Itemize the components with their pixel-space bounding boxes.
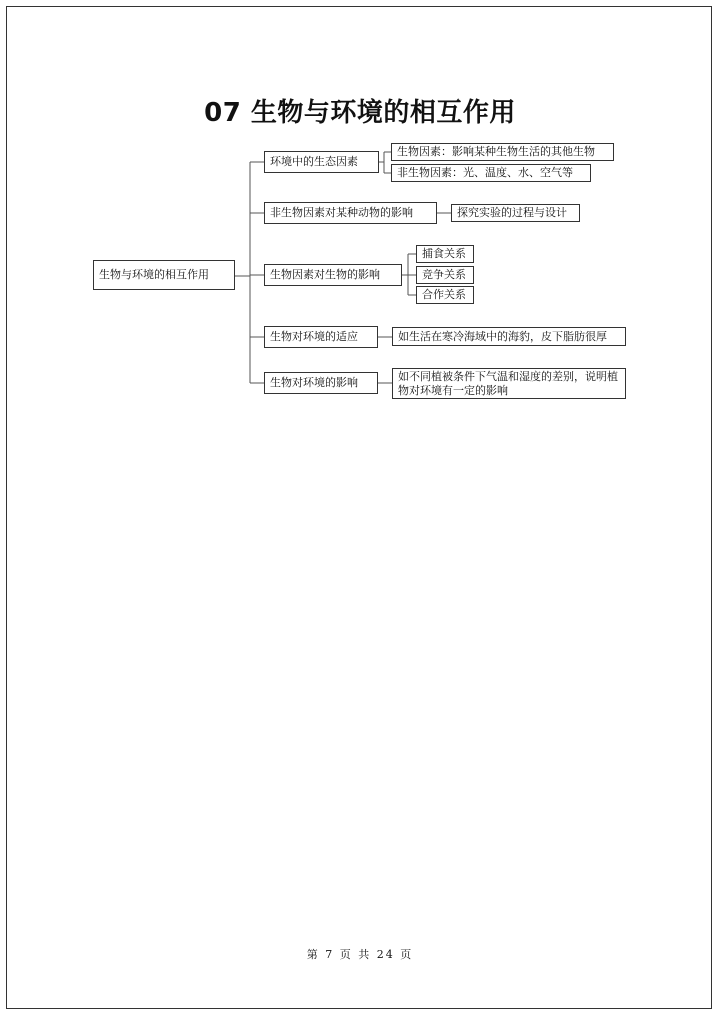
root-node: 生物与环境的相互作用 (93, 260, 235, 290)
page-footer: 第 7 页 共 24 页 (306, 948, 414, 961)
branch-node-1: 环境中的生态因素 (264, 151, 379, 173)
branch-node-5: 生物对环境的影响 (264, 372, 378, 394)
leaf-node-3-2: 竞争关系 (416, 266, 474, 284)
leaf-node-4-1: 如生活在寒冷海域中的海豹，皮下脂肪很厚 (392, 327, 626, 346)
branch-node-3: 生物因素对生物的影响 (264, 264, 402, 286)
leaf-node-3-3: 合作关系 (416, 286, 474, 304)
leaf-node-3-1: 捕食关系 (416, 245, 474, 263)
branch-node-4: 生物对环境的适应 (264, 326, 378, 348)
leaf-node-1-2: 非生物因素：光、温度、水、空气等 (391, 164, 591, 182)
branch-node-2: 非生物因素对某种动物的影响 (264, 202, 437, 224)
leaf-node-1-1: 生物因素：影响某种生物生活的其他生物 (391, 143, 614, 161)
page-title: 07 生物与环境的相互作用 (204, 98, 516, 128)
leaf-node-2-1: 探究实验的过程与设计 (451, 204, 580, 222)
leaf-node-5-1: 如不同植被条件下气温和湿度的差别，说明植物对环境有一定的影响 (392, 368, 626, 399)
connector-branch-3-children (402, 254, 416, 295)
connector-branch-1-children (379, 152, 391, 173)
